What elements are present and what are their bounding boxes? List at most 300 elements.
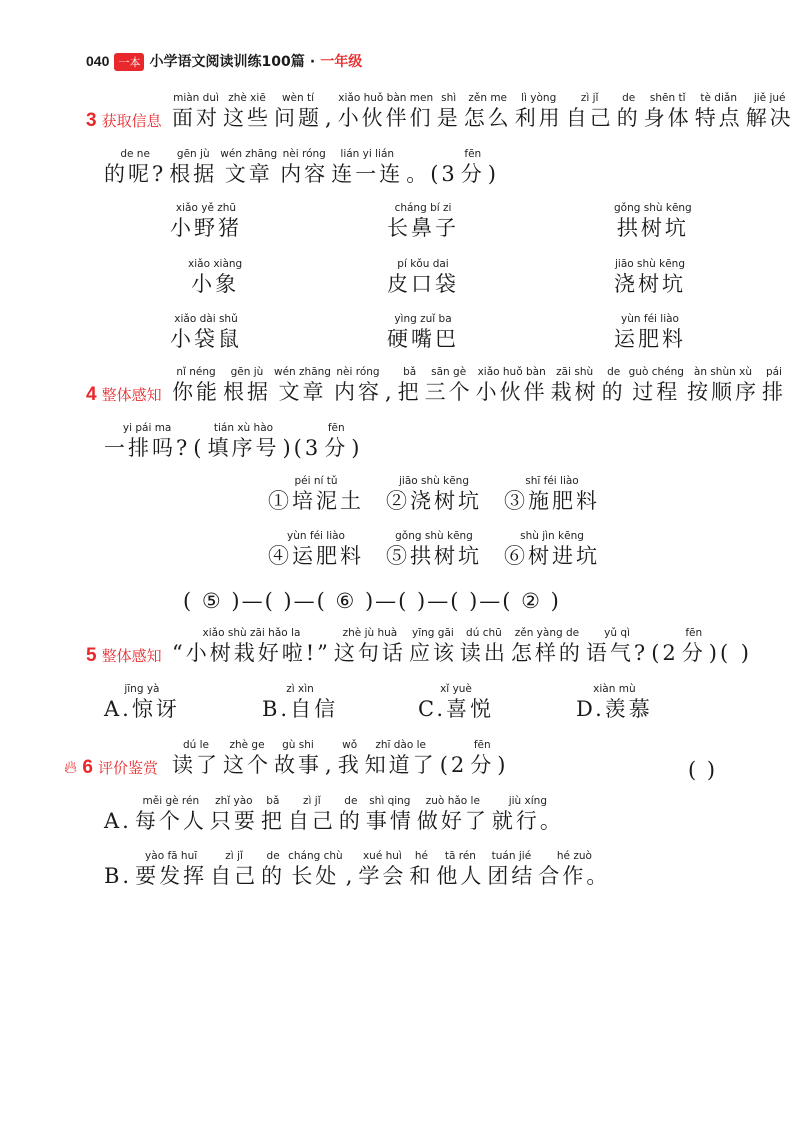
hanzi: 长处 (291, 864, 340, 888)
q3-row-3-col-2 (387, 313, 462, 353)
pinyin: de ne (120, 148, 150, 160)
pinyin: nèi róng (336, 366, 380, 378)
word (644, 92, 692, 132)
pinyin: zhī dào le (375, 739, 427, 751)
hanzi: 的 (601, 380, 626, 404)
pinyin (497, 739, 508, 752)
word (207, 422, 279, 462)
pinyin: měi gè rén (142, 795, 200, 807)
word (324, 422, 348, 462)
q6-answer-paren: ( ) (688, 758, 718, 782)
word (387, 258, 459, 298)
word (172, 92, 220, 132)
word (488, 148, 499, 188)
pinyin: fēn (464, 148, 482, 160)
word (461, 148, 485, 188)
word (104, 795, 132, 835)
pinyin: zì jǐ (303, 795, 321, 807)
q5-choice-b (262, 683, 341, 723)
hanzi: 过程 (632, 380, 681, 404)
hanzi: A.惊讶 (104, 697, 180, 721)
pinyin: tuán jié (491, 850, 532, 862)
word (338, 92, 434, 132)
pinyin: fēn (685, 627, 703, 639)
word (386, 475, 482, 515)
q3-row-2-col-3 (614, 258, 689, 298)
pinyin: xiǎo shù zāi hǎo la (202, 627, 301, 639)
pinyin: zāi shù (556, 366, 594, 378)
word (385, 366, 395, 406)
pinyin: xiǎo huǒ bàn (477, 366, 546, 378)
hanzi: )(3 (282, 436, 322, 460)
word (387, 202, 459, 242)
hanzi: 。(3 (406, 162, 458, 186)
word (193, 422, 204, 462)
hanzi: , (384, 380, 395, 404)
hanzi: 团结 (487, 864, 536, 888)
word (210, 850, 258, 890)
pinyin: cháng bí zi (394, 202, 452, 214)
hanzi: 文章 (224, 162, 273, 186)
pinyin: xiǎo dài shǔ (174, 313, 238, 325)
word (288, 795, 336, 835)
flame-icon: 🔥︎ (64, 757, 78, 778)
word (511, 627, 583, 667)
hanzi: 身体 (643, 106, 692, 130)
word (346, 850, 356, 890)
word (135, 795, 207, 835)
hanzi: 每个人 (134, 809, 207, 833)
hanzi: 根据 (169, 162, 218, 186)
pinyin: pái (765, 366, 782, 378)
word (104, 850, 132, 890)
word (709, 627, 752, 667)
pinyin: wǒ (342, 739, 358, 751)
word (417, 795, 489, 835)
word (135, 850, 207, 890)
word (651, 627, 679, 667)
word (586, 627, 648, 667)
pinyin: yào fā huī (145, 850, 198, 862)
hanzi: ④运肥料 (268, 544, 364, 568)
pinyin: gǒng shù kēng (614, 202, 692, 214)
pinyin: jiù xíng (508, 795, 547, 807)
pinyin: jiě jué (753, 92, 786, 104)
word (387, 313, 459, 353)
word (365, 739, 437, 779)
hanzi: 硬嘴巴 (387, 327, 459, 351)
hanzi: ( (193, 436, 205, 460)
word (172, 366, 220, 406)
pinyin: zuò hǎo le (425, 795, 480, 807)
word (460, 627, 508, 667)
pinyin: zì jǐ (225, 850, 243, 862)
word (614, 313, 686, 353)
hanzi: 小袋鼠 (170, 327, 242, 351)
word (687, 366, 759, 406)
hanzi: 和 (409, 864, 434, 888)
pinyin: péi ní tǔ (294, 475, 338, 487)
word (682, 627, 706, 667)
pinyin (193, 422, 204, 435)
word (418, 683, 494, 723)
hanzi: 这个 (223, 753, 271, 777)
pinyin: tè diǎn (700, 92, 737, 104)
q3-row-1-col-2 (387, 202, 462, 242)
pinyin: zěn me (468, 92, 508, 104)
pinyin: shì (441, 92, 457, 104)
hanzi: 按顺序 (686, 380, 759, 404)
hanzi: 内容 (280, 162, 329, 186)
pinyin: xiǎo yě zhū (175, 202, 237, 214)
hanzi: 小象 (191, 272, 240, 296)
q6-option-a (104, 795, 567, 835)
word (104, 148, 166, 188)
pinyin: fēn (327, 422, 345, 434)
pinyin: jiāo shù kēng (614, 258, 685, 270)
hanzi: 一排吗? (104, 436, 191, 460)
hanzi: 分 (460, 162, 485, 186)
word (538, 850, 610, 890)
pinyin: wèn tí (281, 92, 315, 104)
hanzi: 事情 (365, 809, 414, 833)
hanzi: A. (104, 809, 132, 833)
word (695, 92, 743, 132)
hanzi: (2 (651, 641, 679, 665)
q5-choice-a (104, 683, 183, 723)
pinyin: zhǐ yào (215, 795, 253, 807)
word (325, 92, 335, 132)
hanzi: 语气? (585, 641, 649, 665)
pinyin: wén zhāng (220, 148, 278, 160)
pinyin: gēn jù (176, 148, 210, 160)
pinyin (104, 850, 132, 863)
word (566, 92, 614, 132)
title-dot: · (309, 54, 316, 70)
hanzi: 做好了 (416, 809, 489, 833)
word (406, 148, 458, 188)
hanzi: 连一连 (331, 162, 404, 186)
hanzi: 利用 (514, 106, 563, 130)
word (274, 92, 322, 132)
q3-row-3-col-3 (614, 313, 689, 353)
hanzi: 三个 (424, 380, 473, 404)
q4-tag: 整体感知 (101, 386, 162, 404)
q5-choice-c (418, 683, 497, 723)
word (398, 366, 422, 406)
hanzi: 故事 (274, 753, 322, 777)
hanzi: 的 (338, 809, 363, 833)
pinyin (351, 422, 362, 435)
word (104, 683, 180, 723)
pinyin (325, 92, 335, 105)
word (325, 739, 335, 779)
hanzi: 浇树坑 (614, 272, 686, 296)
hanzi: 根据 (223, 380, 271, 404)
q6-option-b (104, 850, 613, 890)
pinyin: tián xù hào (213, 422, 274, 434)
q6-label (64, 757, 158, 779)
page-number: 040 (86, 53, 110, 69)
word (437, 92, 461, 132)
hanzi: 学会 (358, 864, 407, 888)
pinyin: pí kǒu dai (397, 258, 449, 270)
pinyin: shī féi liào (525, 475, 579, 487)
word (440, 739, 468, 779)
hanzi: 拱树坑 (616, 216, 689, 240)
hanzi: 排 (761, 380, 786, 404)
word (762, 366, 786, 406)
pinyin: àn shùn xù (693, 366, 752, 378)
word (261, 795, 285, 835)
hanzi: 是 (436, 106, 461, 130)
hanzi: 把 (397, 380, 422, 404)
pinyin: nǐ néng (176, 366, 216, 378)
pinyin: gǒng shù kēng (395, 530, 473, 542)
hanzi: 就行。 (491, 809, 564, 833)
hanzi: 要发挥 (135, 864, 208, 888)
pinyin (440, 739, 468, 752)
hanzi: 小伙伴们 (337, 106, 434, 130)
hanzi: 知道了 (364, 753, 437, 777)
hanzi: 皮口袋 (387, 272, 459, 296)
pinyin: zì xìn (286, 683, 314, 695)
hanzi: 内容 (333, 380, 382, 404)
pinyin: yi pái ma (122, 422, 172, 434)
hanzi: , (325, 106, 335, 130)
word (436, 850, 484, 890)
q5-number: 5 (86, 645, 97, 666)
pinyin: lì yòng (521, 92, 557, 104)
pinyin: guò chéng (628, 366, 684, 378)
q5-tag: 整体感知 (101, 647, 162, 665)
word (629, 366, 684, 406)
word (614, 258, 686, 298)
pinyin: bǎ (266, 795, 280, 807)
pinyin: yùn féi liào (287, 530, 345, 542)
pinyin: zhè ge (229, 739, 265, 751)
word (746, 92, 794, 132)
word (617, 92, 641, 132)
word (551, 366, 599, 406)
word (487, 850, 535, 890)
q3-number: 3 (86, 110, 97, 131)
hanzi: 只要 (209, 809, 258, 833)
pinyin: xiǎo xiàng (188, 258, 243, 270)
hanzi: , (345, 864, 356, 888)
word (476, 366, 548, 406)
word (262, 683, 338, 723)
q4-line2 (104, 422, 365, 462)
q4-answer-sequence: ( ⑤ )—( )—( ⑥ )—( )—( )—( ② ) (183, 589, 561, 613)
hanzi: 文章 (278, 380, 327, 404)
hanzi: 解决 (745, 106, 794, 130)
hanzi: 读出 (459, 641, 508, 665)
word (464, 92, 512, 132)
pinyin: nèi róng (282, 148, 326, 160)
word (338, 739, 362, 779)
word (223, 92, 271, 132)
pinyin (104, 795, 132, 808)
hanzi: 我 (337, 753, 362, 777)
hanzi: 小伙伴 (475, 380, 548, 404)
pinyin: yǔ qì (604, 627, 630, 639)
word (223, 739, 271, 779)
word (504, 475, 600, 515)
word (220, 148, 277, 188)
hanzi: 把 (260, 809, 285, 833)
word (210, 795, 258, 835)
hanzi: 分 (324, 436, 349, 460)
pinyin (385, 366, 395, 379)
q5-label (86, 645, 162, 667)
pinyin: jīng yà (124, 683, 160, 695)
pinyin: shù jìn kēng (520, 530, 584, 542)
word (351, 422, 362, 462)
pinyin: dú chū (466, 627, 502, 639)
word (169, 148, 217, 188)
grade-label: 一年级 (320, 54, 363, 70)
hanzi: 分 (681, 641, 706, 665)
word (223, 366, 271, 406)
pinyin: hé zuò (556, 850, 592, 862)
pinyin: tā rén (444, 850, 476, 862)
pinyin: dú le (182, 739, 210, 751)
q3-tag: 获取信息 (101, 112, 162, 130)
q5-line1 (172, 627, 755, 667)
hanzi: 面对 (172, 106, 220, 130)
hanzi: B. (104, 864, 133, 888)
pinyin: gēn jù (230, 366, 264, 378)
word (188, 258, 242, 298)
hanzi: 你能 (172, 380, 220, 404)
q6-number: 6 (82, 757, 93, 778)
hanzi: 栽树 (550, 380, 599, 404)
pinyin: wén zhāng (274, 366, 331, 378)
hanzi: ②浇树坑 (386, 489, 482, 513)
hanzi: 合作。 (538, 864, 611, 888)
hanzi: ①培泥土 (268, 489, 364, 513)
word (172, 739, 220, 779)
pinyin: hé (414, 850, 428, 862)
q4-label (86, 384, 162, 406)
word (334, 627, 406, 667)
word (268, 475, 364, 515)
word (339, 795, 363, 835)
hanzi: ) (497, 753, 509, 777)
word (104, 422, 190, 462)
hanzi: 自己 (210, 864, 259, 888)
page-header (86, 51, 362, 71)
pinyin: yìng zuǐ ba (394, 313, 452, 325)
word (358, 850, 406, 890)
hanzi: 填序号 (207, 436, 280, 460)
q6-tag: 评价鉴赏 (97, 759, 158, 777)
pinyin: shì qing (369, 795, 411, 807)
hanzi: ) (351, 436, 363, 460)
pinyin: de (266, 850, 280, 862)
pinyin: yùn féi liào (621, 313, 679, 325)
q4-options-row1 (268, 475, 622, 515)
book-title: 小学语文阅读训练100篇 (149, 54, 305, 70)
pinyin: cháng chù (288, 850, 343, 862)
hanzi: 的 (616, 106, 641, 130)
q3-line2 (104, 148, 502, 188)
q3-row-1-col-1 (170, 202, 245, 242)
word (386, 530, 482, 570)
hanzi: 长鼻子 (387, 216, 459, 240)
pinyin: de (344, 795, 358, 807)
q3-label (86, 110, 162, 132)
hanzi: 小野猪 (170, 216, 242, 240)
word (470, 739, 494, 779)
hanzi: 问题 (274, 106, 322, 130)
pinyin: xiǎo huǒ bàn men (338, 92, 434, 104)
hanzi: 的 (261, 864, 286, 888)
brand-logo: 一本 (114, 53, 144, 71)
hanzi: 这些 (223, 106, 271, 130)
word (504, 530, 600, 570)
q3-row-2-col-2 (387, 258, 462, 298)
pinyin (325, 739, 335, 752)
hanzi: 分 (470, 753, 495, 777)
word (261, 850, 285, 890)
pinyin: fēn (473, 739, 491, 751)
pinyin: de (607, 366, 621, 378)
hanzi: 自己 (565, 106, 614, 130)
word (331, 148, 403, 188)
hanzi: ③施肥料 (504, 489, 600, 513)
hanzi: 读了 (172, 753, 220, 777)
word (497, 739, 508, 779)
pinyin: zì jǐ (580, 92, 599, 104)
word (170, 313, 242, 353)
word (492, 795, 564, 835)
word (515, 92, 563, 132)
pinyin (651, 627, 679, 640)
pinyin: zhè jù huà (342, 627, 398, 639)
word (288, 850, 343, 890)
q3-line1 (172, 92, 797, 132)
word (170, 202, 242, 242)
hanzi: “小树栽好啦!” (172, 641, 331, 665)
word (172, 627, 331, 667)
hanzi: 运肥料 (614, 327, 686, 351)
q5-choice-d (576, 683, 656, 723)
word (282, 422, 321, 462)
pinyin (282, 422, 321, 435)
q4-number: 4 (86, 384, 97, 405)
hanzi: 怎样的 (510, 641, 583, 665)
hanzi: C.喜悦 (418, 697, 494, 721)
hanzi: 的呢? (104, 162, 167, 186)
hanzi: ⑤拱树坑 (386, 544, 482, 568)
word (334, 366, 382, 406)
pinyin: shēn tǐ (649, 92, 686, 104)
word (576, 683, 653, 723)
pinyin: lián yi lián (340, 148, 395, 160)
pinyin: bǎ (403, 366, 417, 378)
pinyin (346, 850, 356, 863)
hanzi: )( ) (708, 641, 753, 665)
word (614, 202, 692, 242)
q4-options-row2 (268, 530, 622, 570)
q3-row-2-col-1 (188, 258, 245, 298)
pinyin (406, 148, 458, 161)
hanzi: 自己 (287, 809, 336, 833)
q4-line1 (172, 366, 789, 406)
word (274, 366, 331, 406)
